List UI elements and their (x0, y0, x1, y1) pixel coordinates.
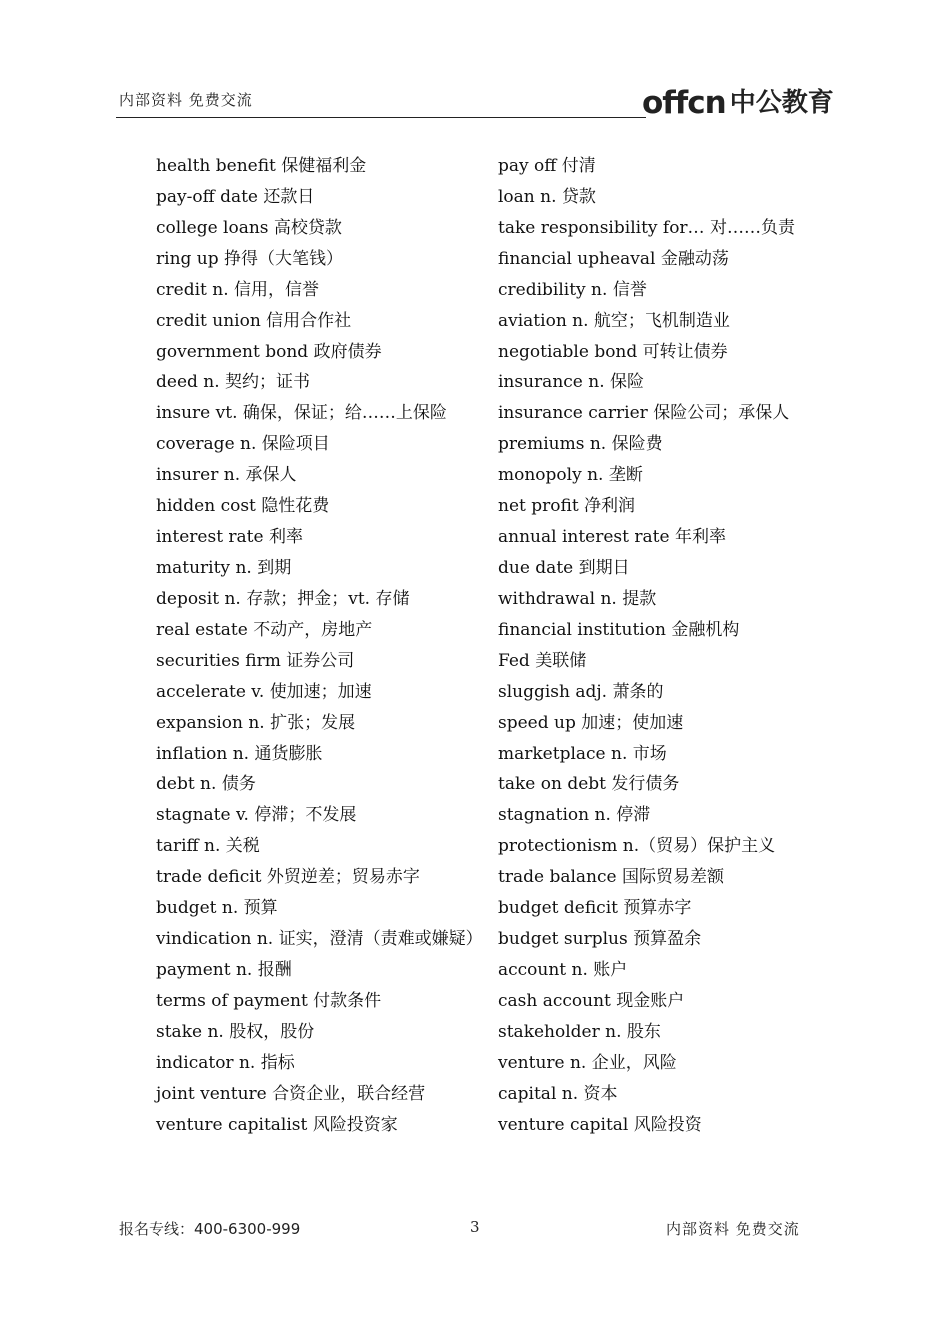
vocab-entry: credibility n. 信誉 (498, 279, 647, 300)
vocab-entry: capital n. 资本 (498, 1083, 618, 1104)
vocab-entry: stagnation n. 停滞 (498, 805, 651, 826)
header-note: 内部资料 免费交流 (119, 91, 253, 109)
vocab-entry: venture capitalist 风险投资家 (156, 1114, 398, 1135)
vocab-entry: accelerate v. 使加速；加速 (156, 681, 372, 702)
vocabulary-column-left (156, 151, 483, 1141)
vocab-entry: premiums n. 保险费 (498, 434, 663, 455)
vocab-entry: stagnate v. 停滞；不发展 (156, 805, 357, 826)
vocab-entry: insure vt. 确保，保证；给……上保险 (156, 403, 447, 424)
vocab-entry: sluggish adj. 萧条的 (498, 681, 664, 702)
vocab-entry: venture n. 企业，风险 (498, 1052, 677, 1073)
vocab-entry: insurance carrier 保险公司；承保人 (498, 403, 790, 424)
header-divider (116, 117, 646, 118)
logo-cjk-text: 中公教育 (729, 88, 834, 118)
vocab-entry: financial upheaval 金融动荡 (498, 248, 729, 269)
vocab-entry: payment n. 报酬 (156, 959, 292, 980)
vocab-entry: government bond 政府债券 (156, 341, 382, 362)
vocab-entry: credit union 信用合作社 (156, 310, 352, 331)
vocab-entry: monopoly n. 垄断 (498, 465, 643, 486)
vocab-entry: withdrawal n. 提款 (498, 588, 657, 609)
vocab-entry: health benefit 保健福利金 (156, 156, 367, 176)
vocab-entry: venture capital 风险投资 (498, 1114, 702, 1135)
vocab-entry: net profit 净利润 (498, 496, 636, 517)
vocab-entry: credit n. 信用，信誉 (156, 279, 320, 300)
vocab-entry: annual interest rate 年利率 (498, 527, 726, 548)
vocabulary-column-right (498, 151, 795, 1141)
vocab-entry: ring up 挣得（大笔钱） (156, 248, 344, 269)
vocab-entry: inflation n. 通货膨胀 (156, 743, 323, 764)
vocab-entry: pay-off date 还款日 (156, 186, 315, 207)
vocab-entry: protectionism n.（贸易）保护主义 (498, 836, 776, 857)
vocab-entry: vindication n. 证实，澄清（责难或嫌疑） (156, 929, 483, 950)
vocab-entry: pay off 付清 (498, 156, 596, 176)
vocab-entry: financial institution 金融机构 (498, 619, 740, 640)
vocab-entry: budget deficit 预算赤字 (498, 898, 692, 919)
vocab-entry: interest rate 利率 (156, 527, 303, 548)
vocab-entry: speed up 加速；使加速 (498, 712, 684, 733)
vocab-entry: deposit n. 存款；押金；vt. 存储 (156, 588, 410, 609)
vocab-entry: stakeholder n. 股东 (498, 1021, 661, 1042)
page-number: 3 (470, 1218, 480, 1236)
offcn-logo (642, 80, 834, 120)
vocab-entry: college loans 高校贷款 (156, 217, 342, 238)
vocab-entry: account n. 账户 (498, 959, 628, 980)
footer-hotline: 报名专线：400-6300-999 (119, 1220, 301, 1238)
vocab-entry: aviation n. 航空；飞机制造业 (498, 310, 730, 331)
vocab-entry: trade balance 国际贸易差额 (498, 867, 724, 888)
vocab-entry: trade deficit 外贸逆差；贸易赤字 (156, 867, 420, 888)
vocab-entry: cash account 现金账户 (498, 990, 685, 1011)
logo-latin-text: offcn (642, 85, 726, 121)
vocab-entry: budget surplus 预算盈余 (498, 929, 702, 950)
vocab-entry: Fed 美联储 (498, 650, 587, 671)
vocab-entry: insurance n. 保险 (498, 372, 645, 393)
vocab-entry: budget n. 预算 (156, 898, 278, 919)
vocab-entry: stake n. 股权，股份 (156, 1021, 315, 1042)
vocab-entry: marketplace n. 市场 (498, 743, 667, 764)
vocab-entry: real estate 不动产，房地产 (156, 619, 373, 640)
vocab-entry: terms of payment 付款条件 (156, 990, 382, 1011)
vocab-entry: hidden cost 隐性花费 (156, 496, 330, 517)
vocab-entry: insurer n. 承保人 (156, 465, 297, 486)
vocab-entry: deed n. 契约；证书 (156, 372, 311, 393)
vocab-entry: tariff n. 关税 (156, 836, 260, 857)
vocab-entry: expansion n. 扩张；发展 (156, 712, 356, 733)
vocab-entry: debt n. 债务 (156, 774, 256, 795)
vocab-entry: coverage n. 保险项目 (156, 434, 330, 455)
vocab-entry: take on debt 发行债务 (498, 774, 680, 795)
vocab-entry: indicator n. 指标 (156, 1052, 295, 1073)
vocab-entry: loan n. 贷款 (498, 186, 596, 207)
vocab-entry: joint venture 合资企业，联合经营 (156, 1083, 426, 1104)
vocab-entry: due date 到期日 (498, 557, 630, 578)
vocab-entry: maturity n. 到期 (156, 557, 292, 578)
vocab-entry: take responsibility for… 对……负责 (498, 217, 795, 238)
vocab-entry: negotiable bond 可转让债券 (498, 341, 728, 362)
footer-note: 内部资料 免费交流 (666, 1220, 800, 1238)
vocab-entry: securities firm 证券公司 (156, 650, 355, 671)
